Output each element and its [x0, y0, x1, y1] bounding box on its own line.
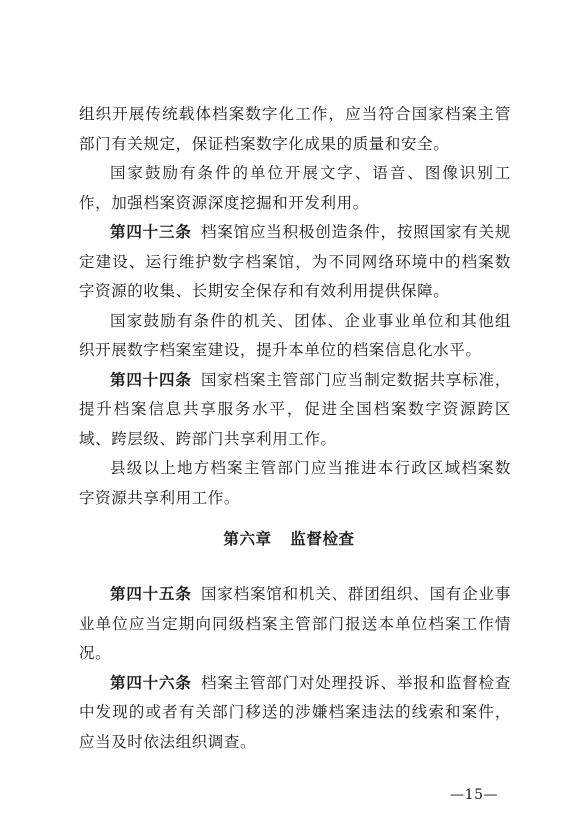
page-number: —15—	[450, 787, 498, 803]
article-43	[79, 218, 511, 307]
article-label: 第四十六条	[110, 673, 192, 692]
chapter-heading	[0, 527, 578, 549]
article-text: 档案主管部门对处理投诉、举报和监督检查中发现的或者有关部门移送的涉嫌档案违法的线索和案件，应当及时依法组织调查。	[79, 673, 511, 751]
paragraph: 国家鼓励有条件的单位开展文字、语音、图像识别工作，加强档案资源深度挖掘和开发利用。	[79, 164, 511, 212]
article-label: 第四十三条	[110, 223, 192, 241]
article-label: 第四十五条	[110, 585, 192, 603]
text-block-upper	[79, 100, 511, 513]
paragraph: 国家鼓励有条件的机关、团体、企业事业单位和其他组织开展数字档案室建设，提升本单位的档案信息化水平。	[79, 311, 511, 359]
article-45	[79, 580, 511, 669]
paragraph: 组织开展传统载体档案数字化工作，应当符合国家档案主管部门有关规定，保证档案数字化成果的质量和安全。	[79, 105, 511, 153]
chapter-number: 第六章	[223, 530, 272, 548]
article-text: 国家档案馆和机关、群团组织、国有企业事业单位应当定期向同级档案主管部门报送本单位档案工作情况。	[79, 585, 511, 662]
text-block-lower	[79, 580, 511, 757]
article-label: 第四十四条	[110, 370, 192, 389]
article-46	[79, 669, 511, 758]
article-text: 国家档案主管部门应当制定数据共享标准，提升档案信息共享服务水平，促进全国档案数字资源跨区域、跨层级、跨部门共享利用工作。	[79, 370, 511, 448]
paragraph: 县级以上地方档案主管部门应当推进本行政区域档案数字资源共享利用工作。	[79, 459, 511, 507]
article-44	[79, 366, 511, 455]
chapter-title: 监督检查	[290, 530, 355, 548]
article-text: 档案馆应当积极创造条件，按照国家有关规定建设、运行维护数字档案馆，为不同网络环境中的档案数字资源的收集、长期安全保存和有效利用提供保障。	[79, 223, 511, 300]
